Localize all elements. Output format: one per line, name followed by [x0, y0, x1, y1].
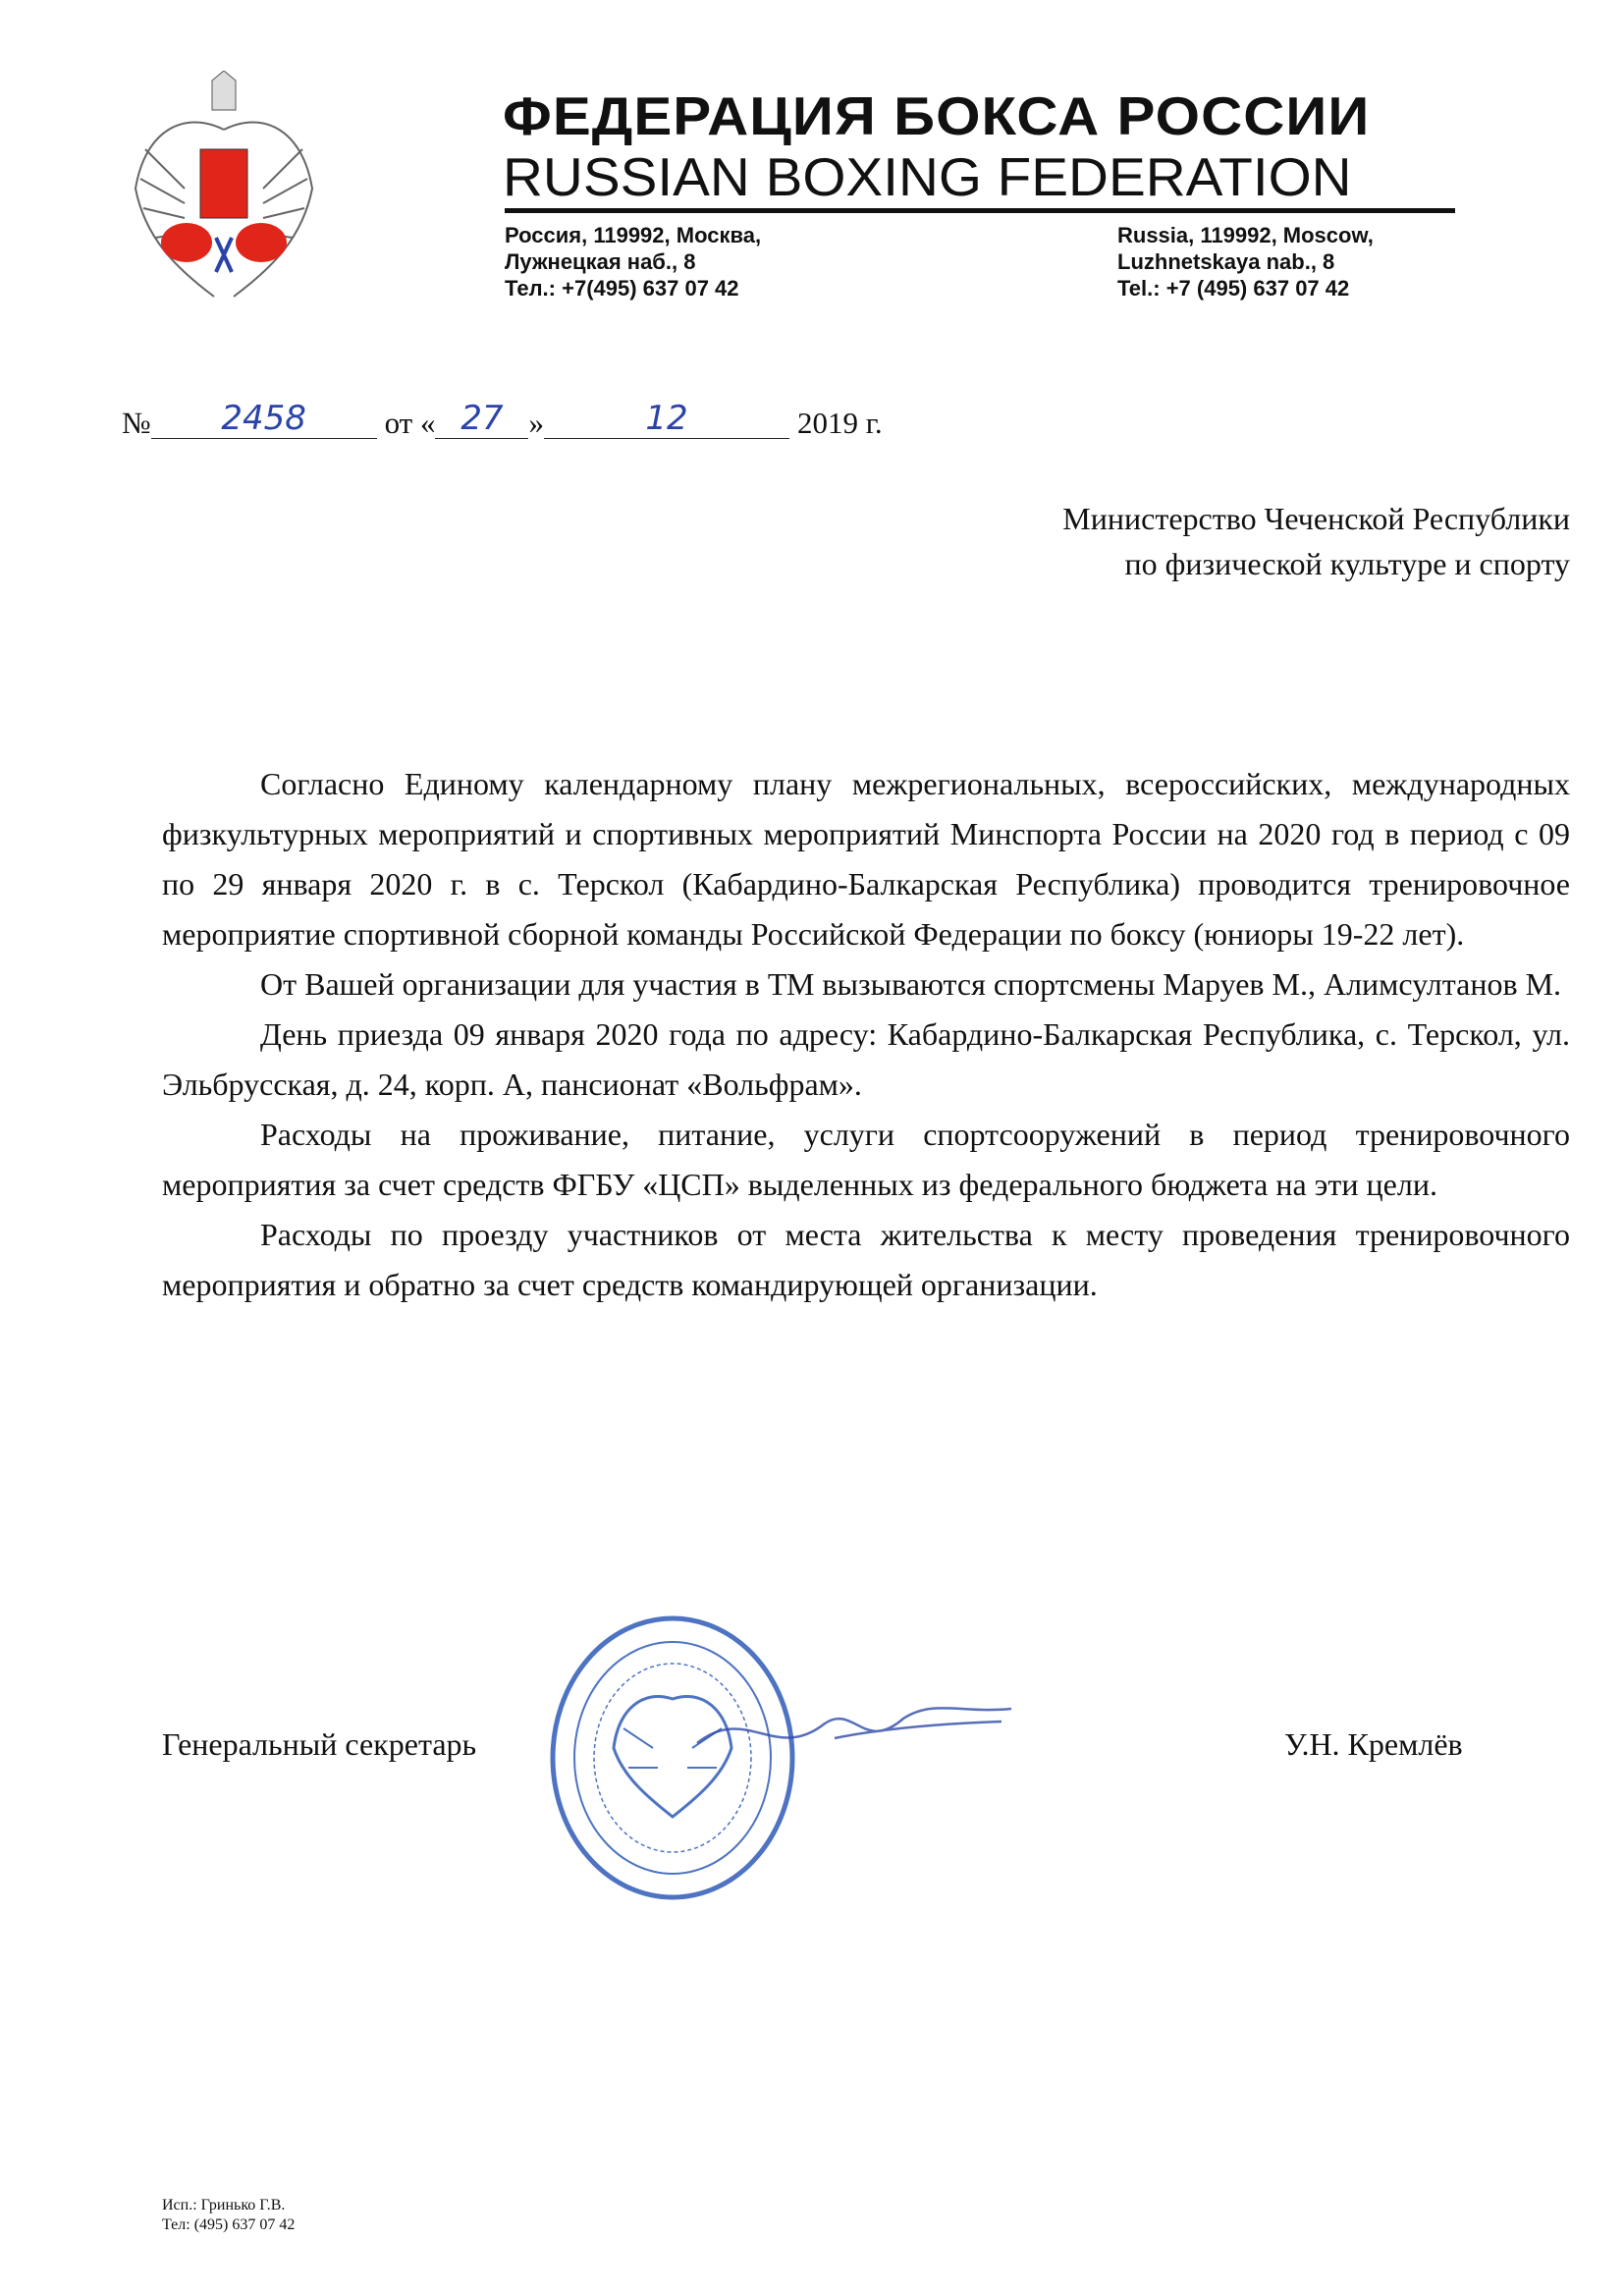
body-paragraph: Расходы по проезду участников от места жительства к месту проведения тренировочного мероприятия и обратно за счет средств командирующей организации.	[162, 1217, 1570, 1302]
org-name-en: RUSSIAN BOXING FEDERATION	[503, 146, 1352, 207]
address-en	[1117, 222, 1374, 301]
registration-number: 2458	[151, 399, 377, 439]
signatory-title: Генеральный секретарь	[162, 1726, 477, 1762]
signatory-name: У.Н. Кремлёв	[1284, 1726, 1463, 1762]
registration-day: 27	[435, 399, 528, 439]
body-paragraph: День приезда 09 января 2020 года по адресу: Кабардино-Балкарская Республика, с. Терскол, ул. Эльбрусская, д. 24, корп. А, пансионат «Вольфрам».	[162, 1016, 1570, 1102]
body-paragraph: От Вашей организации для участия в ТМ вызываются спортсмены Маруев М., Алимсултанов М.	[260, 966, 1562, 1002]
header-rule	[505, 208, 1455, 213]
federation-logo	[126, 71, 322, 306]
address-ru-line: Россия, 119992, Москва,	[505, 223, 762, 247]
close-quote: »	[528, 406, 544, 440]
address-ru-line: Тел.: +7(495) 637 07 42	[505, 276, 739, 301]
from-label: от «	[384, 406, 436, 440]
executor: Исп.: Гринько Г.В.	[162, 2197, 286, 2214]
address-en-line: Luzhnetskaya nab., 8	[1117, 249, 1335, 274]
address-en-line: Russia, 119992, Moscow,	[1117, 223, 1374, 247]
letter-body	[162, 759, 1570, 1310]
address-ru	[505, 222, 761, 301]
org-name-ru: ФЕДЕРАЦИЯ БОКСА РОССИИ	[503, 85, 1371, 146]
number-label: №	[122, 406, 151, 440]
registration-month: 12	[544, 399, 789, 439]
handwritten-signature	[687, 1684, 1021, 1773]
body-paragraph: Согласно Единому календарному плану межрегиональных, всероссийских, международных физкультурных мероприятий и спортивных мероприятий Минспорта России на 2020 год в период с 09 по 29 января 2020 г. в с. Терскол (Кабардино-Балкарская Республика) проводится тренировочное мероприятие спортивной сборной команды Российской Федерации по боксу (юниоры 19-22 лет).	[162, 766, 1570, 952]
registration-line	[122, 401, 883, 441]
addressee	[1062, 496, 1570, 586]
executor-phone: Тел: (495) 637 07 42	[162, 2216, 296, 2233]
registration-year: 2019 г.	[796, 406, 883, 440]
addressee-line: Министерство Чеченской Республики	[1062, 501, 1570, 536]
body-paragraph: Расходы на проживание, питание, услуги спортсооружений в период тренировочного мероприятия за счет средств ФГБУ «ЦСП» выделенных из федерального бюджета на эти цели.	[162, 1117, 1570, 1202]
addressee-line: по физической культуре и спорту	[1124, 546, 1570, 581]
address-ru-line: Лужнецкая наб., 8	[505, 249, 696, 274]
footer	[162, 2196, 295, 2235]
address-en-line: Tel.: +7 (495) 637 07 42	[1117, 276, 1350, 301]
